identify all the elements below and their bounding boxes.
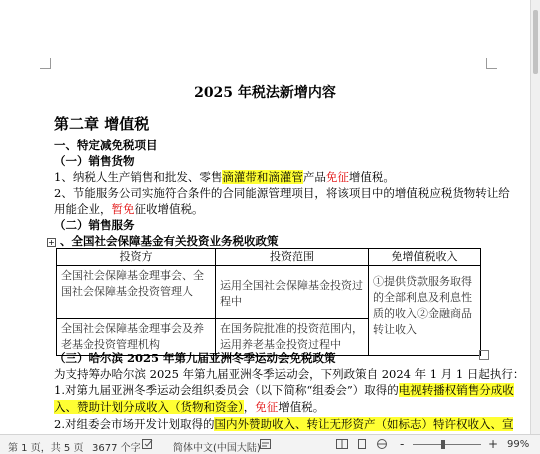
zoom-out-button[interactable]: -: [400, 437, 405, 451]
table-header: 免增值税收入: [369, 249, 481, 266]
table-row: [57, 266, 481, 319]
document-title[interactable]: 2025 年税法新增内容: [194, 85, 336, 101]
paragraph-5[interactable]: 2.对组委会市场开发计划取得的国内外赞助收入、转让无形资产（如标志）特许权收入、宣: [54, 417, 514, 431]
table-cell-merged[interactable]: ①提供贷款服务取得的全部利息及利息性质的收入②金融商品转让收入: [369, 266, 481, 356]
top-right-crop-mark: [486, 58, 497, 69]
paragraph-2-cont[interactable]: 用能企业，暂免征收增值税。: [54, 202, 204, 216]
chapter-heading[interactable]: 第二章 增值税: [54, 115, 150, 133]
subheading-sales-services[interactable]: （二）销售服务: [54, 218, 135, 232]
top-left-crop-mark: [40, 58, 51, 69]
paragraph-3[interactable]: 为支持筹办哈尔滨 2025 年第九届亚洲冬季运动会，下列政策自 2024 年 1 月 1 日起执行：: [54, 367, 525, 381]
status-bar: [0, 434, 540, 454]
print-layout-icon[interactable]: [356, 439, 368, 453]
track-changes-icon[interactable]: [260, 439, 272, 453]
zoom-slider-thumb[interactable]: [441, 440, 445, 449]
zoom-slider[interactable]: [413, 444, 481, 445]
paragraph-1[interactable]: 1、纳税人生产销售和批发、零售滴灌带和滴灌管产品免征增值税。: [54, 170, 395, 184]
read-mode-icon[interactable]: [336, 439, 348, 453]
table-cell[interactable]: 在国务院批准的投资范围内，运用养老基金投资过程中: [216, 319, 369, 356]
zoom-level[interactable]: 99%: [507, 439, 530, 450]
table-cell[interactable]: 全国社会保障基金理事会及养老基金投资管理机构: [57, 319, 216, 356]
page-count[interactable]: 第 1 页，共 5 页: [8, 443, 84, 454]
table-header: 投资方: [57, 249, 216, 266]
word-count[interactable]: 3677 个字: [92, 443, 141, 454]
proofing-icon[interactable]: [142, 439, 154, 453]
paragraph-4-cont[interactable]: 入、赞助计划分成收入（货物和资金），免征增值税。: [54, 400, 325, 414]
social-security-fund-table[interactable]: [56, 248, 481, 356]
paragraph-2[interactable]: 2、节能服务公司实施符合条件的合同能源管理项目，将该项目中的增值税应税货物转让给: [54, 186, 510, 200]
table-title[interactable]: 、全国社会保障基金有关投资业务税收政策: [60, 234, 279, 248]
table-header-row: [57, 249, 481, 266]
vertical-scrollbar[interactable]: [530, 0, 540, 434]
table-header: 投资范围: [216, 249, 369, 266]
zoom-in-button[interactable]: +: [488, 437, 499, 451]
subheading-asian-winter-games[interactable]: （三）哈尔滨 2025 年第九届亚洲冬季运动会免税政策: [54, 351, 336, 365]
language[interactable]: 简体中文(中国大陆): [173, 443, 261, 454]
section-heading-1[interactable]: 一、特定减免税项目: [54, 138, 158, 152]
table-cell[interactable]: 全国社会保障基金理事会、全国社会保障基金投资管理人: [57, 266, 216, 319]
paragraph-4[interactable]: 1.对第九届亚洲冬季运动会组织委员会（以下简称“组委会”）取得的电视转播权销售分成收: [54, 383, 514, 397]
scrollbar-thumb[interactable]: [533, 10, 538, 74]
table-cell[interactable]: 运用全国社会保障基金投资过程中: [216, 266, 369, 319]
table-move-handle-icon[interactable]: +: [48, 238, 55, 247]
subheading-sales-goods[interactable]: （一）销售货物: [54, 154, 135, 168]
web-layout-icon[interactable]: [376, 439, 388, 453]
resize-handle-icon[interactable]: [479, 350, 489, 360]
